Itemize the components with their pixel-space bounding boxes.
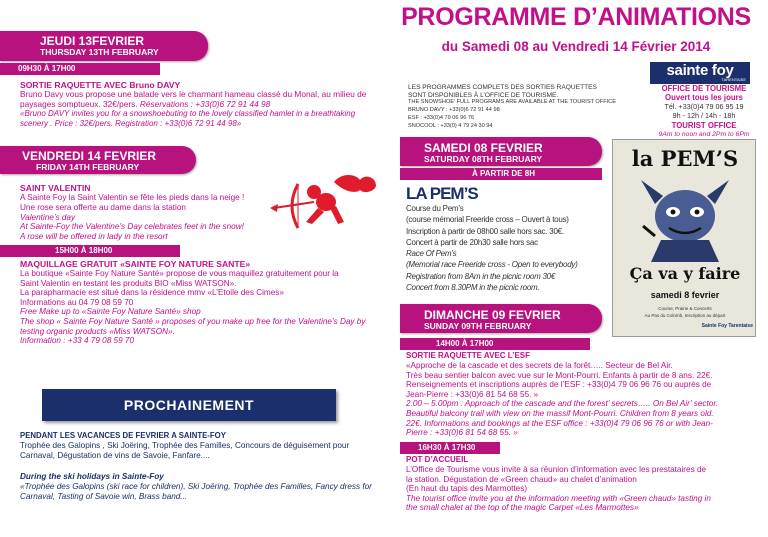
pems-event-title: LA PEM’S: [406, 184, 478, 203]
page-subtitle: du Samedi 08 au Vendredi 14 Février 2014: [441, 39, 711, 54]
pems-line-2: (course mémorial Freeride cross – Ouvert à tous): [406, 215, 569, 225]
jeudi-time-bar: 09H30 À 17H00: [0, 63, 160, 75]
sv-line-4: At Sainte-Foy the Valentine’s Day celebrates feet in the snow!: [20, 222, 244, 232]
jeudi-day-fr: JEUDI 13FEVRIER: [40, 34, 145, 48]
pot-accueil-text: [406, 465, 768, 513]
logo-text: sainte foy: [666, 62, 734, 79]
mq-line-5: Free Make up to «Sainte Foy Nature Santé» shop: [20, 307, 201, 317]
prochainement-title: PROCHAINEMENT: [123, 397, 255, 413]
jeudi-day-en: THURSDAY 13TH FEBRUARY: [40, 47, 159, 57]
esf-raquette-title: SORTIE RAQUETTE AVEC L’ESF: [406, 351, 531, 360]
esf-line-en-3: 22€. Informations and bookings at the ESF office : +33(0)4 79 06 96 76 or with Jean-: [406, 418, 713, 428]
vendredi-day-fr: VENDREDI 14 FEVRIER: [22, 149, 157, 163]
office-hours: 9h - 12h / 14h - 18h: [672, 110, 736, 120]
prochainement-heading-en: During the ski holidays in Sainte-Foy: [20, 472, 164, 481]
office-hours-fr: Ouvert tous les jours: [665, 92, 743, 102]
pems-line-6: (Memorial race Freeride cross - Open to everybody): [406, 260, 578, 270]
info-line-4: BRUNO DAVY : +33(0)6 72 91 44 98: [408, 107, 500, 114]
poster-caption-1: Course, Prairie & Concerts: [658, 306, 712, 311]
jeudi-reservation: Réservations : +33(0)6 72 91 44 98: [137, 98, 271, 109]
pems-line-5: Race Of Pem’s: [406, 249, 457, 259]
pems-line-4: Concert à partir de 20h30 salle hors sac: [406, 237, 538, 247]
pems-line-1: Course du Pem’s: [406, 204, 464, 213]
pems-poster: [612, 139, 756, 337]
prochainement-heading-fr: PENDANT LES VACANCES DE FEVRIER A SAINTE-FOY: [20, 431, 226, 440]
jeudi-text-en: «Bruno DAVY invites you for a snowshoebuting to the lovely classified hamlet in a breathtaking scenery . Price : 32€/pers. Registration : +33(0)6 72 91 44 98»: [20, 109, 356, 128]
jeudi-day-tab: [0, 31, 208, 61]
pems-line-7: Registration from 8Am in the picnic room 30€: [406, 271, 556, 281]
logo-sub: TARENTAISE: [721, 77, 746, 82]
vendredi-time-bar: 15H00 À 18H00: [0, 245, 180, 257]
poster-slogan: Ça va y faire: [629, 264, 741, 283]
vendredi-day-tab: [0, 146, 196, 174]
jeudi-event-text: [20, 90, 385, 128]
snowshoe-info: [408, 84, 648, 130]
esf-raquette-text: [406, 361, 768, 438]
office-title-fr: OFFICE DE TOURISME: [661, 84, 747, 93]
info-line-3: THE SNOWSHOE’ FULL PROGRAMS ARE AVAILABLE AT THE TOURIST OFFICE: [408, 99, 616, 106]
saint-valentin-text: [20, 193, 265, 242]
sv-line-5: A rose will be offered in lady in the resort: [20, 232, 168, 242]
dimanche-day-en: SUNDAY 09TH FEBRUARY: [424, 321, 532, 331]
mq-line-7: testing organic products «Miss WATSON».: [20, 326, 175, 336]
poster-devil-illustration: [635, 176, 735, 264]
pot-line-1: L’Office de Tourisme vous invite à sa réunion d’information avec les prestataires de: [406, 465, 707, 474]
samedi-day-fr: SAMEDI 08 FEVRIER: [424, 141, 543, 155]
mq-line-8: Information : +33 4 79 08 59 70: [20, 336, 135, 346]
sainte-foy-logo: [650, 62, 750, 84]
mq-line-6: The shop « Sainte Foy Nature Santé » proposes of you make up free for the Valentine’s Day by: [20, 316, 366, 326]
pems-line-3: Inscription à partir de 08h00 salle hors sac. 30€.: [406, 226, 564, 236]
prochainement-text-en-2: Carnaval, Tasting of Savoie win, Brass band...: [20, 492, 188, 501]
cupid-illustration: [268, 172, 380, 242]
pot-line-en-1: The tourist office invite you at the information meeting with «Green chaud» tasting in: [406, 493, 711, 503]
poster-caption-3: Sainte Foy Tarentaise: [701, 323, 753, 329]
mq-line-4: Informations au 04 79 08 59 70: [20, 297, 134, 307]
mq-line-1: La boutique «Sainte Foy Nature Santé» propose de vous maquillez gratuitement pour la: [20, 269, 339, 278]
esf-line-en-1: 2.00 – 5.00pm : Approach of the cascade and the forest’ secrets….. On Bel Air’ sector.: [406, 399, 719, 409]
dimanche-time-bar-1: 14H00 À 17H00: [400, 338, 590, 350]
mq-line-3: La parapharmacie est situé dans la résidence mmv «L’Etoile des Cimes»: [20, 288, 284, 298]
saint-valentin-title: SAINT VALENTIN: [20, 183, 91, 193]
samedi-day-tab: [400, 137, 602, 166]
office-title-en: TOURIST OFFICE: [671, 120, 737, 130]
prochainement-text-en-1: «Trophée des Galopins (ski race for children), Ski Joëring, Trophée des Familles, Fancy dress for: [20, 482, 372, 491]
pot-line-en-2: the small chalet at the top of the magic Carpet «Les Marmottes»: [406, 503, 639, 513]
info-line-5: ESF : +33(0)4 79 06 96 76: [408, 114, 475, 121]
jeudi-text-fr: Bruno Davy vous propose une balade vers le charmant hameau classé du Monal, au milieu de paysages somptueux. 32€/pers.: [20, 89, 367, 109]
prochainement-text-fr-2: Carnaval, Dégustation de vins de Savoie, Fanfare....: [20, 451, 210, 460]
sv-line-1: A Sainte Foy la Saint Valentin se fête les pieds dans la neige !: [20, 193, 245, 202]
jeudi-event-title: SORTIE RAQUETTE AVEC Bruno DAVY: [20, 80, 181, 90]
maquillage-text: [20, 269, 385, 346]
maquillage-title: MAQUILLAGE GRATUIT «SAINTE FOY NATURE SANTE»: [20, 259, 251, 269]
poster-caption-2: Au Pas du Colomb, Inscription au départ: [644, 313, 726, 318]
prochainement-content: [20, 431, 385, 502]
esf-line-en-4: Pierre : +33(0)6 81 54 68 55. »: [406, 428, 518, 438]
pot-line-3: (En haut du tapis des Marmottes): [406, 484, 528, 494]
pot-line-2: la station. Dégustation de «Green chaud» au chalet d’animation: [406, 474, 637, 484]
samedi-time-bar: À PARTIR DE 8H: [400, 168, 602, 180]
esf-line-en-2: Beautiful balcony trail with view on the massif Mont-Pourri. Children from 8 years old.: [406, 408, 714, 418]
prochainement-banner: [42, 389, 336, 421]
sv-line-2: Une rose sera offerte au dame dans la station: [20, 202, 186, 212]
vendredi-day-en: FRIDAY 14TH FEBRUARY: [36, 162, 140, 172]
esf-line-3: Renseignements et inscriptions auprès de l’ESF : +33(0)4 79 06 96 76 ou auprès de: [406, 380, 712, 390]
poster-date: samedi 8 fevrier: [650, 290, 720, 300]
sv-line-3: Valentine’s day: [20, 212, 76, 222]
office-hours-en: 9Am to noon and 2Pm to 6Pm: [658, 130, 750, 138]
info-line-2: SONT DISPONIBLES À L’OFFICE DE TOURISME.: [408, 91, 559, 99]
office-phone: Tél. +33(0)4 79 06 95 19: [664, 101, 744, 111]
pot-accueil-title: POT D’ACCUEIL: [406, 455, 469, 464]
dimanche-time-bar-2: 16H30 À 17H30: [400, 442, 500, 454]
pems-line-8: Concert from 8.30PM in the picnic room.: [406, 283, 540, 293]
tourist-office: [640, 85, 768, 139]
poster-title: la PEM’S: [631, 146, 739, 171]
dimanche-day-tab: [400, 304, 602, 333]
info-line-1: LES PROGRAMMES COMPLETS DES SORTIES RAQUETTES: [408, 84, 597, 91]
esf-line-2: Très beau sentier balcon avec vue sur le Mont-Pourri. Enfants à partir de 8 ans. 22€.: [406, 370, 713, 380]
pems-event-text: [406, 203, 616, 293]
esf-line-4: Jean-Pierre : +33(0)6 81 54 68 55. »: [406, 389, 539, 399]
dimanche-day-fr: DIMANCHE 09 FEVRIER: [424, 308, 561, 322]
page-title: PROGRAMME D’ANIMATIONS: [401, 3, 751, 31]
mq-line-2: Saint Valentin en testant les produits BIO «Miss WATSON».: [20, 278, 237, 288]
info-line-6: SNOCOOL : +33(0) 4 79 24 30 94: [408, 122, 493, 129]
samedi-day-en: SATURDAY 08TH FEBRUARY: [424, 154, 543, 164]
esf-line-1: «Approche de la cascade et des secrets de la forêt….. Secteur de Bel Air.: [406, 361, 673, 370]
prochainement-text-fr-1: Trophée des Galopins , Ski Joëring, Trophée des Familles, Concours de déguisement pour: [20, 441, 350, 450]
